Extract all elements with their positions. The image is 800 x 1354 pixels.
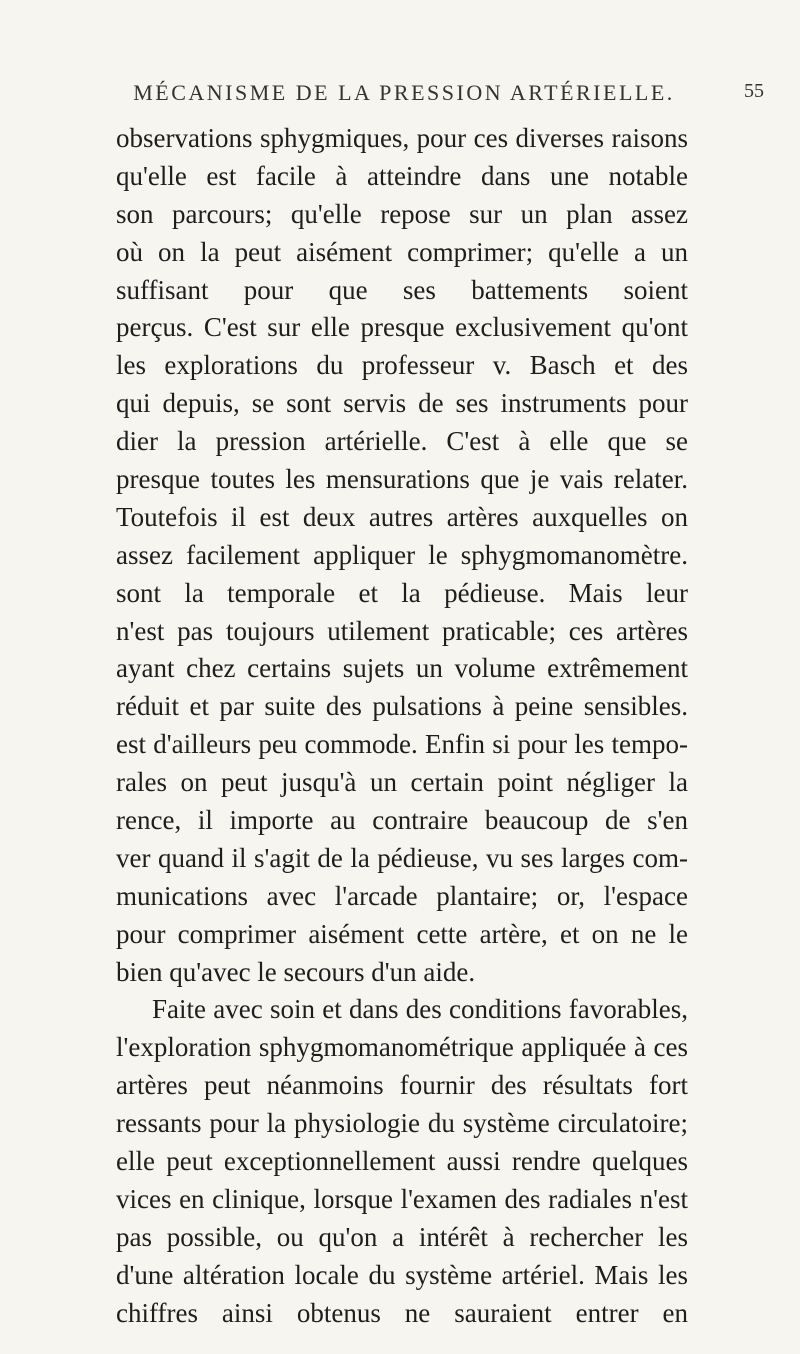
body-text [116, 120, 688, 1333]
text-line: réduit et par suite des pulsations à peine sensibles. [116, 691, 688, 722]
text-line: son parcours; qu'elle repose sur un plan assez [116, 198, 688, 229]
text-line: qui depuis, se sont servis de ses instruments pour [116, 388, 688, 419]
text-line: vices en clinique, lorsque l'examen des radiales n'est [116, 1183, 688, 1214]
text-line: munications avec l'arcade plantaire; or, l'espace [116, 880, 688, 911]
text-line: presque toutes les mensurations que je vais relater. [116, 464, 688, 495]
text-line: n'est pas toujours utilement praticable; ces artères [116, 615, 688, 646]
text-line: perçus. C'est sur elle presque exclusivement qu'ont [116, 312, 688, 343]
text-line: pour comprimer aisément cette artère, et on ne le [116, 918, 688, 949]
text-line: artères peut néanmoins fournir des résultats fort [116, 1070, 688, 1101]
text-line: suffisant pour que ses battements soient [116, 274, 688, 305]
text-line: pas possible, ou qu'on a intérêt à rechercher les [116, 1221, 688, 1252]
page-number: 55 [744, 80, 764, 102]
text-line: d'une altération locale du système artériel. Mais les [116, 1259, 688, 1290]
text-line: où on la peut aisément comprimer; qu'elle a un [116, 236, 688, 267]
text-line: assez facilement appliquer le sphygmomanomètre. [116, 539, 688, 570]
paragraph-2 [116, 991, 688, 1332]
text-line: ayant chez certains sujets un volume extrêmement [116, 653, 688, 684]
text-line: dier la pression artérielle. C'est à elle que se [116, 426, 688, 457]
text-line: bien qu'avec le secours d'un aide. [116, 956, 476, 987]
text-line: qu'elle est facile à atteindre dans une notable [116, 160, 688, 191]
text-line: les explorations du professeur v. Basch et des [116, 350, 688, 381]
paragraph-1 [116, 120, 688, 991]
text-line: rence, il importe au contraire beaucoup de s'en [116, 805, 688, 836]
text-line: observations sphygmiques, pour ces diverses raisons [116, 123, 688, 153]
text-line: sont la temporale et la pédieuse. Mais leur [116, 577, 688, 608]
text-line: l'exploration sphygmomanométrique appliquée à ces [116, 1032, 688, 1063]
text-line: elle peut exceptionnellement aussi rendre quelques [116, 1146, 688, 1177]
text-line: Toutefois il est deux autres artères auxquelles on [116, 501, 688, 532]
running-head: MÉCANISME DE LA PRESSION ARTÉRIELLE. [133, 80, 675, 105]
text-line: ressants pour la physiologie du système circulatoire; [116, 1108, 688, 1139]
text-line: ver quand il s'agit de la pédieuse, vu ses larges com- [116, 842, 688, 873]
text-line: Faite avec soin et dans des conditions favorables, [152, 994, 688, 1025]
text-line: est d'ailleurs peu commode. Enfin si pour les tempo- [116, 729, 688, 760]
text-line: rales on peut jusqu'à un certain point négliger la [116, 767, 688, 798]
text-line: chiffres ainsi obtenus ne sauraient entrer en [116, 1297, 688, 1328]
